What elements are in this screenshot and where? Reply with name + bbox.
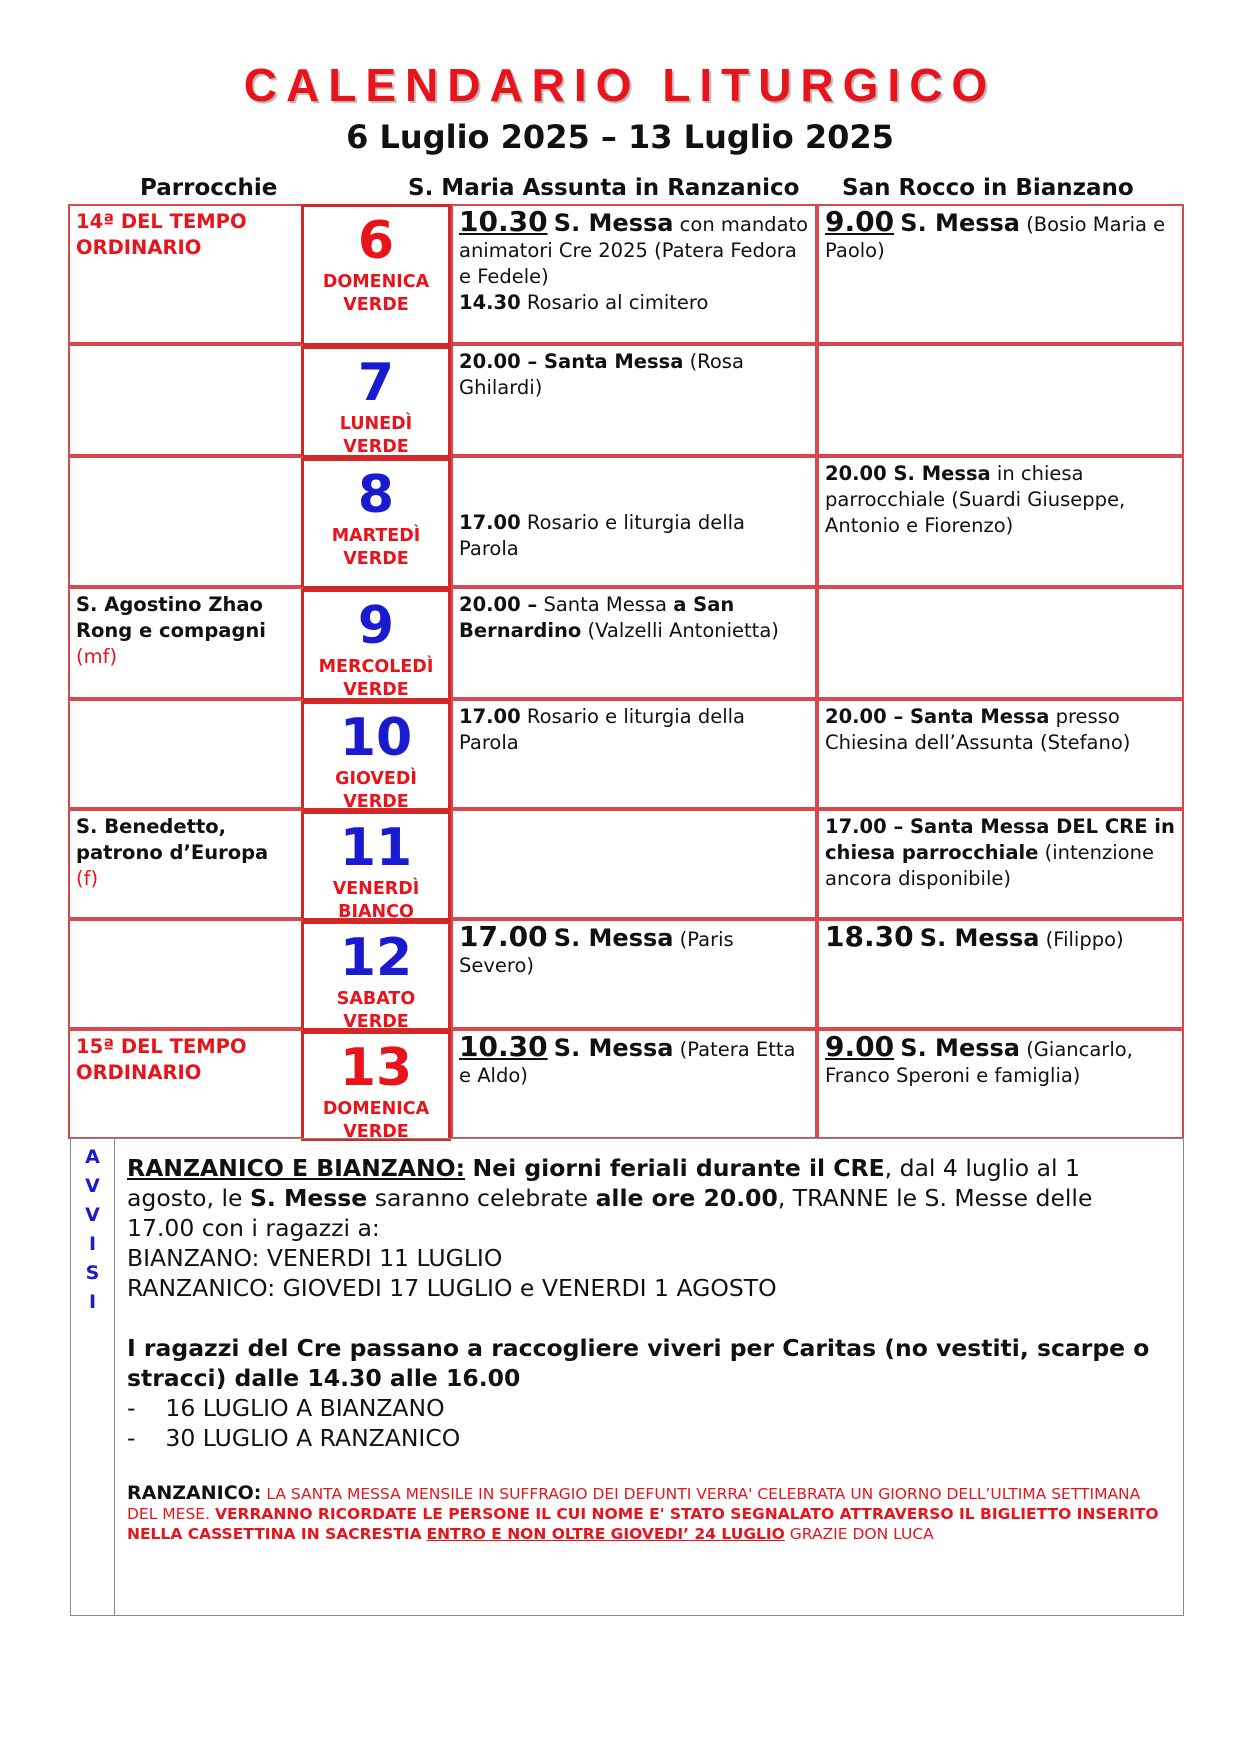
ranzanico-cell [451, 699, 817, 809]
notice-list-item: - 16 LUGLIO A BIANZANO [127, 1394, 445, 1422]
mass-time: 20.00 S. Messa [825, 462, 991, 485]
feast-cell [68, 1029, 303, 1139]
avvisi-vertical-label [71, 1139, 115, 1615]
mass-time: 10.30 [459, 1030, 548, 1063]
mass-time: 10.30 [459, 205, 548, 238]
notice-bold: VERRANNO RICORDATE LE PERSONE IL CUI NOME E' STATO SEGNALATO ATTRAVERSO IL BIGLIETTO INSERITO NELLA CASSETTINA IN SACRESTIA [127, 1505, 1159, 1543]
bianzano-cell [817, 204, 1184, 344]
day-cell [301, 458, 451, 589]
event-time: 17.00 [459, 705, 521, 728]
notice-line: RANZANICO: GIOVEDI 17 LUGLIO e VENERDI 1 AGOSTO [127, 1274, 777, 1302]
day-cell [301, 701, 451, 811]
mass-note: (Paris Severo) [459, 928, 734, 977]
event-text: Rosario al cimitero [526, 291, 709, 314]
day-number: 9 [357, 596, 395, 656]
notices-box [70, 1138, 1184, 1616]
liturgical-color: VERDE [343, 680, 409, 700]
notice-item-text: 16 LUGLIO A BIANZANO [165, 1394, 445, 1422]
day-name: MARTEDÌ [331, 526, 421, 546]
day-cell [301, 811, 451, 921]
ranzanico-cell [451, 456, 817, 587]
notice-item-text: 30 LUGLIO A RANZANICO [165, 1424, 461, 1452]
feast-title: 14ª DEL TEMPO ORDINARIO [76, 210, 247, 259]
mass-title: S. Messa [553, 1034, 674, 1062]
day-name: LUNEDÌ [339, 414, 413, 434]
day-number: 10 [339, 708, 413, 768]
mass-title: S. Messa [900, 209, 1020, 237]
bianzano-cell [817, 456, 1184, 587]
mass-title: S. Messa [919, 924, 1040, 952]
liturgical-color: VERDE [343, 1122, 409, 1141]
ranzanico-cell [451, 809, 817, 919]
ranzanico-cell [451, 587, 817, 699]
mass-note: (Bosio Maria e Paolo) [825, 213, 1166, 262]
notice-list-item: - 30 LUGLIO A RANZANICO [127, 1424, 461, 1452]
mass-note: presso Chiesina dell’Assunta (Stefano) [825, 705, 1131, 754]
day-name: GIOVEDÌ [335, 769, 417, 789]
feast-title: S. Agostino Zhao Rong e compagni [76, 593, 266, 642]
notice-text: , TRANNE le S. Messe delle 17.00 con i ragazzi a: [127, 1184, 1093, 1242]
feast-cell [68, 456, 303, 587]
notice-suffrage [127, 1483, 1167, 1544]
mass-note: (Valzelli Antonietta) [587, 619, 779, 642]
day-cell [301, 921, 451, 1031]
date-range: 6 Luglio 2025 – 13 Luglio 2025 [346, 118, 894, 156]
mass-note: (intenzione ancora disponibile) [825, 841, 1154, 890]
bianzano-cell [817, 1029, 1184, 1139]
notice-cre-masses [127, 1153, 1167, 1243]
bianzano-cell [817, 919, 1184, 1029]
day-number: 7 [357, 353, 395, 413]
event-time: 14.30 [459, 291, 521, 314]
feast-rank: (f) [76, 867, 99, 890]
bianzano-cell [817, 587, 1184, 699]
notice-heading: RANZANICO E BIANZANO: [127, 1154, 466, 1182]
ranzanico-cell [451, 204, 817, 344]
mass-time: 9.00 [825, 205, 895, 238]
mass-note: con mandato animatori Cre 2025 (Patera Fedora e Fedele) [459, 213, 809, 288]
feast-cell [68, 699, 303, 809]
notice-bold: Nei giorni feriali durante il CRE [472, 1154, 885, 1182]
feast-cell [68, 344, 303, 456]
day-cell [301, 346, 451, 458]
day-name: MERCOLEDÌ [318, 657, 434, 677]
avvisi-letter: V [85, 1204, 100, 1226]
feast-title: S. Benedetto, patrono d’Europa [76, 815, 269, 864]
mass-time: 20.00 – [459, 593, 538, 616]
calendar-table [68, 204, 1184, 1141]
day-cell [301, 204, 451, 346]
notice-caritas: I ragazzi del Cre passano a raccogliere viveri per Caritas (no vestiti, scarpe o stracci) dalle 14.30 alle 16.00 [127, 1334, 1150, 1392]
mass-time: 9.00 [825, 1030, 895, 1063]
feast-cell [68, 204, 303, 344]
avvisi-letter: S [85, 1262, 100, 1284]
day-name: DOMENICA [322, 1099, 430, 1119]
day-number: 8 [357, 465, 395, 525]
mass-location: a San Bernardino [459, 593, 735, 642]
mass-title: Santa Messa [543, 593, 668, 616]
ranzanico-cell [451, 919, 817, 1029]
mass-note: (Patera Etta e Aldo) [459, 1038, 796, 1087]
notice-text: saranno celebrate [374, 1184, 589, 1212]
event-time: 17.00 [459, 511, 521, 534]
bianzano-cell [817, 809, 1184, 919]
feast-cell [68, 919, 303, 1029]
liturgical-color: VERDE [343, 1012, 409, 1031]
feast-cell [68, 587, 303, 699]
notice-text: LA SANTA MESSA MENSILE IN SUFFRAGIO DEI DEFUNTI VERRA' CELEBRATA UN GIORNO DELL’ULTIMA SETTIMANA DEL MESE. [127, 1485, 1141, 1523]
event-text: Rosario e liturgia della Parola [459, 511, 745, 560]
liturgical-color: BIANCO [338, 902, 414, 921]
column-header-bianzano: San Rocco in Bianzano [842, 175, 1134, 201]
avvisi-letter: A [85, 1146, 100, 1168]
feast-title: 15ª DEL TEMPO ORDINARIO [76, 1035, 247, 1084]
mass-title: S. Messa [553, 209, 674, 237]
feast-rank: (mf) [76, 645, 118, 668]
mass-time: 18.30 [825, 920, 914, 953]
mass-title: S. Messa [900, 1034, 1020, 1062]
ranzanico-cell [451, 344, 817, 456]
mass-time: 17.00 [459, 920, 548, 953]
page-title: CALENDARIO LITURGICO [243, 59, 997, 111]
liturgical-color: VERDE [343, 792, 409, 811]
liturgical-color: VERDE [343, 549, 409, 569]
feast-cell [68, 809, 303, 919]
mass-note: (Rosa Ghilardi) [459, 350, 744, 399]
notice-heading: RANZANICO: [127, 1482, 262, 1504]
day-name: VENERDÌ [332, 879, 420, 899]
mass-time: 20.00 – Santa Messa [459, 350, 684, 373]
day-cell [301, 1031, 451, 1141]
mass-time: 20.00 – Santa Messa [825, 705, 1050, 728]
avvisi-letter: I [88, 1291, 97, 1313]
event-text: Rosario e liturgia della Parola [459, 705, 745, 754]
mass-title: S. Messa [553, 924, 674, 952]
mass-note: (Giancarlo, Franco Speroni e famiglia) [825, 1038, 1133, 1087]
bianzano-cell [817, 344, 1184, 456]
day-cell [301, 589, 451, 701]
mass-note: (Filippo) [1045, 928, 1124, 951]
notice-text: GRAZIE DON LUCA [789, 1525, 934, 1543]
notices-content [127, 1153, 1167, 1544]
liturgical-color: VERDE [343, 437, 409, 457]
column-header-parishes: Parrocchie [140, 175, 278, 201]
avvisi-letter: I [88, 1233, 97, 1255]
day-number: 13 [339, 1038, 413, 1098]
notice-deadline: ENTRO E NON OLTRE GIOVEDI’ 24 LUGLIO [426, 1525, 785, 1543]
day-name: SABATO [336, 989, 416, 1009]
ranzanico-cell [451, 1029, 817, 1139]
day-number: 11 [339, 818, 413, 878]
avvisi-letter: V [85, 1175, 100, 1197]
column-header-ranzanico: S. Maria Assunta in Ranzanico [408, 175, 800, 201]
bianzano-cell [817, 699, 1184, 809]
notice-bold: alle ore 20.00 [595, 1184, 778, 1212]
day-name: DOMENICA [322, 272, 430, 292]
mass-note: in chiesa parrocchiale (Suardi Giuseppe, Antonio e Fiorenzo) [825, 462, 1126, 537]
notice-text: , dal 4 luglio al 1 agosto, le [127, 1154, 1080, 1212]
day-number: 12 [339, 928, 413, 988]
mass-title: 17.00 – Santa Messa DEL CRE in chiesa parrocchiale [825, 815, 1175, 864]
day-number: 6 [357, 211, 395, 271]
liturgical-color: VERDE [343, 295, 409, 315]
notice-bold: S. Messe [249, 1184, 368, 1212]
notice-line: BIANZANO: VENERDI 11 LUGLIO [127, 1244, 503, 1272]
